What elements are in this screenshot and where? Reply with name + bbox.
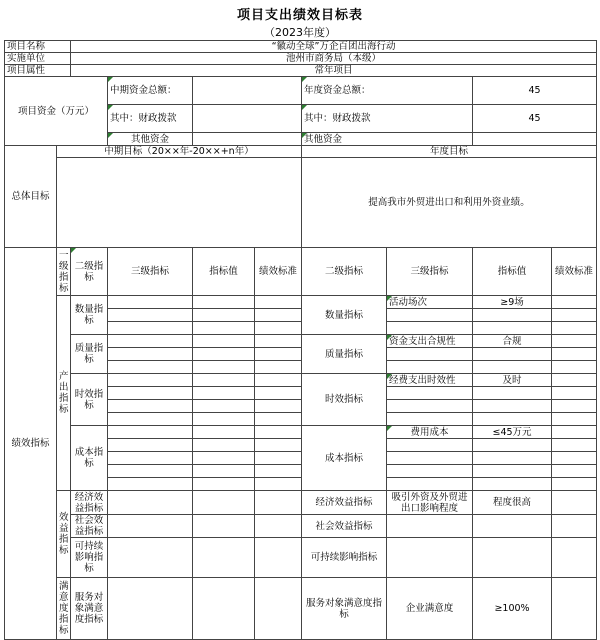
level2-header-mid: 二级指标 (71, 248, 108, 296)
project-name-value: “徽动全球”万企百团出海行动 (71, 41, 597, 53)
benefit-item (387, 538, 473, 578)
unit-value: 池州市商务局（本级） (71, 53, 597, 65)
output-value: ≥9场 (473, 296, 552, 309)
mid-other-value (193, 133, 302, 146)
benefit-value (473, 538, 552, 578)
year-fiscal-label: 其中：财政拨款 (302, 105, 473, 133)
year-other-value (473, 133, 597, 146)
satisfaction-label: 满意度指标 (57, 578, 71, 640)
output-item: 费用成本 (387, 426, 473, 439)
standard-header-mid: 绩效标准 (255, 248, 302, 296)
benefit-name-mid: 可持续影响指标 (71, 538, 108, 578)
mid-goal-text (57, 158, 302, 248)
attribute-value: 常年项目 (71, 65, 597, 77)
satisfaction-value: ≥100% (473, 578, 552, 640)
output-value: 及时 (473, 374, 552, 387)
satisfaction-name-year: 服务对象满意度指标 (302, 578, 387, 640)
benefit-name-year: 社会效益指标 (302, 515, 387, 538)
mid-fiscal-label: 其中：财政拨款 (108, 105, 193, 133)
page-title: 项目支出绩效目标表 (236, 8, 363, 23)
page-subtitle: （2023年度） (264, 26, 336, 39)
level3-header-year: 三级指标 (387, 248, 473, 296)
attribute-label: 项目属性 (5, 65, 71, 77)
funds-label: 项目资金（万元） (5, 77, 108, 146)
output-item: 活动场次 (387, 296, 473, 309)
mid-fiscal-value (193, 105, 302, 133)
output-name-mid: 质量指标 (71, 335, 108, 374)
benefit-name-mid: 社会效益指标 (71, 515, 108, 538)
value-header-year: 指标值 (473, 248, 552, 296)
satisfaction-name-mid: 服务对象满意度指标 (71, 578, 108, 640)
benefit-name-year: 经济效益指标 (302, 491, 387, 515)
output-item: 经费支出时效性 (387, 374, 473, 387)
output-name-mid: 时效指标 (71, 374, 108, 426)
mid-other-label: 其他资金 (108, 133, 193, 146)
level3-header-mid: 三级指标 (108, 248, 193, 296)
year-total-value: 45 (473, 77, 597, 105)
year-total-label: 年度资金总额： (302, 77, 473, 105)
level2-header-year: 二级指标 (302, 248, 387, 296)
indicators-label: 绩效指标 (5, 248, 57, 640)
mid-goal-header: 中期目标（20××年-20××+n年） (57, 146, 302, 158)
benefit-name-mid: 经济效益指标 (71, 491, 108, 515)
output-name-mid: 成本指标 (71, 426, 108, 491)
output-name-year: 数量指标 (302, 296, 387, 335)
unit-label: 实施单位 (5, 53, 71, 65)
output-name-year: 时效指标 (302, 374, 387, 426)
benefit-value (473, 515, 552, 538)
level1-header: 一级指标 (57, 248, 71, 296)
standard-header-year: 绩效标准 (552, 248, 597, 296)
performance-target-table (4, 40, 597, 640)
year-fiscal-value: 45 (473, 105, 597, 133)
year-goal-text: 提高我市外贸进出口和利用外资业绩。 (302, 158, 597, 248)
output-item: 资金支出合规性 (387, 335, 473, 348)
year-goal-header: 年度目标 (302, 146, 597, 158)
project-name-label: 项目名称 (5, 41, 71, 53)
mid-total-value (193, 77, 302, 105)
overall-goal-label: 总体目标 (5, 146, 57, 248)
benefit-item: 吸引外资及外贸进出口影响程度 (387, 491, 473, 515)
value-header-mid: 指标值 (193, 248, 255, 296)
year-other-label: 其他资金 (302, 133, 473, 146)
benefit-name-year: 可持续影响指标 (302, 538, 387, 578)
benefit-value: 程度很高 (473, 491, 552, 515)
output-value: 合规 (473, 335, 552, 348)
output-value: ≤45万元 (473, 426, 552, 439)
benefit-item (387, 515, 473, 538)
mid-total-label: 中期资金总额： (108, 77, 193, 105)
output-name-year: 质量指标 (302, 335, 387, 374)
output-name-mid: 数量指标 (71, 296, 108, 335)
output-name-year: 成本指标 (302, 426, 387, 491)
output-label: 产出指标 (57, 296, 71, 491)
satisfaction-item: 企业满意度 (387, 578, 473, 640)
benefit-label: 效益指标 (57, 491, 71, 578)
